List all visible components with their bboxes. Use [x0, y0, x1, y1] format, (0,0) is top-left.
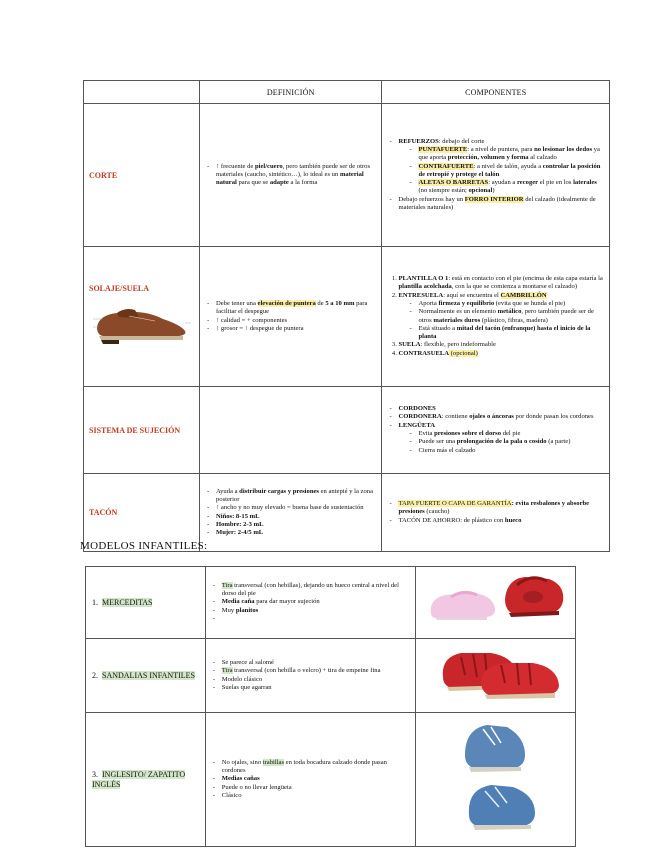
- list-item: - Debajo refuerzos hay un FORRO INTERIOR del calzado (idealmente de materiales naturales): [386, 196, 605, 213]
- mary-jane-shoes-image: [421, 569, 571, 631]
- row-corte: [84, 104, 610, 247]
- category-tacon: TACÓN: [84, 474, 200, 552]
- list-item: - Modelo clásico: [210, 676, 411, 684]
- category-solaje: [84, 247, 200, 387]
- list-item: - Medias cañas: [210, 775, 411, 783]
- category-solaje-label: SOLAJE/SUELA: [89, 284, 150, 293]
- list-item: - ALETAS O BARRETAS: ayudan a recoger el pie en los laterales (no siempre están; opcional): [408, 179, 605, 196]
- list-item: - LENGÜETA - Evita presiones sobre el dorso del pie - Puede ser una prolongación de la pala o cosido (a parte) - Cierra más el calzado: [386, 422, 605, 455]
- list-item: - No ojales, sino trabillas en toda bocadura calzado donde pasan cordones: [210, 759, 411, 776]
- list-item: - Normalmente es un elemento metálico, pero también puede ser de otros materiales duros (plástico, fibras, madera): [408, 308, 605, 325]
- list-item: - Está situado a mitad del tacón (enfranque) hasta el inicio de la planta: [408, 325, 605, 342]
- list-item: - CONTRAFUERTE: a nivel de talón, ayuda a controlar la posición de retropié y protege el talón: [408, 163, 605, 180]
- model-sandalias: 2. SANDALIAS INFANTILES: [86, 639, 206, 713]
- model-merceditas: 1. MERCEDITAS: [86, 567, 206, 639]
- list-item: - TAPA FUERTE O CAPA DE GARANTÍA: evita resbalones y absorbe presiones (caucho): [386, 500, 605, 517]
- section-title: MODELOS INFANTILES:: [80, 540, 208, 552]
- t-bar-sandals-image: [421, 641, 571, 705]
- header-definition: DEFINICIÓN: [199, 81, 382, 104]
- row-sujecion: [84, 387, 610, 474]
- blue-oxford-shoes-image: [421, 715, 571, 839]
- row-merceditas: [86, 567, 576, 639]
- list-item: - ↑ ancho y no muy elevado = buena base de sustentación: [204, 504, 378, 512]
- solaje-definition: [199, 247, 382, 387]
- list-item: - TACÓN DE AHORRO: de plástico con hueco: [386, 517, 605, 525]
- merceditas-image: [416, 567, 576, 639]
- solaje-components: [382, 247, 610, 387]
- list-item: - Se parece al salomé: [210, 659, 411, 667]
- sujecion-definition: [199, 387, 382, 474]
- list-item: - Suelas que agarran: [210, 684, 411, 692]
- dress-shoe-image: [89, 297, 193, 349]
- list-item: - Hombre: 2-3 mL: [204, 521, 378, 529]
- list-item: - Muy planitos: [210, 607, 411, 615]
- model-inglesito: 3. INGLESITO/ ZAPATITO INGLÉS: [86, 713, 206, 847]
- category-corte: CORTE: [84, 104, 200, 247]
- row-inglesito: [86, 713, 576, 847]
- corte-components: [382, 104, 610, 247]
- sandalias-image: [416, 639, 576, 713]
- tacon-components: [382, 474, 610, 552]
- header-empty: [84, 81, 200, 104]
- table-header-row: [84, 81, 610, 104]
- list-item: - Aporta firmeza y equilibrio (evita que se hunda el pie): [408, 300, 605, 308]
- sandalias-description: [205, 639, 415, 713]
- tacon-definition: [199, 474, 382, 552]
- list-item: - Evita presiones sobre el dorso del pie: [408, 430, 605, 438]
- merceditas-description: [205, 567, 415, 639]
- list-item: 1. PLANTILLA O 1: está en contacto con el pie (encima de esta capa estaría la plantilla acolchada, con la que se comienza a montarse el calzado): [398, 275, 605, 292]
- list-item: - ↑ calidad = + componentes: [204, 317, 378, 325]
- shoe-parts-table: [83, 80, 610, 552]
- category-sujecion: SISTEMA DE SUJECIÓN: [84, 387, 200, 474]
- list-item: - Tira transversal (con hebillas), dejando un hueco central a nivel del dorso del pie: [210, 582, 411, 599]
- list-item: - ↑ grosor = ↑ despegue de puntera: [204, 325, 378, 333]
- list-item: - PUNTAFUERTE: a nivel de puntera, para no lesionar los dedos ya que aporta protección, volumen y forma al calzado: [408, 146, 605, 163]
- inglesito-image: [416, 713, 576, 847]
- row-sandalias: [86, 639, 576, 713]
- list-item: - Puede ser una prolongación de la pala o cosido (a parte): [408, 438, 605, 446]
- list-item: - CORDONES: [386, 405, 605, 413]
- list-item: - Clásico: [210, 792, 411, 800]
- list-item: - ↑ frecuente de piel/cuero, pero también puede ser de otros materiales (caucho, sintético…), lo ideal es un material natural para que se adapte a la forma: [204, 163, 378, 188]
- list-item: - Ayuda a distribuir cargas y presiones en antepié y la zona posterior: [204, 488, 378, 505]
- list-item: 4. CONTRASUELA (opcional): [398, 350, 605, 358]
- list-item: [210, 615, 411, 623]
- list-item: - Tira transversal (con hebilla o velcro) + tira de empeine fina: [210, 667, 411, 675]
- list-item: - Debe tener una elevación de puntera de 5 a 10 mm para facilitar el despegue: [204, 300, 378, 317]
- inglesito-description: [205, 713, 415, 847]
- sujecion-components: [382, 387, 610, 474]
- list-item: - CORDONERA: contiene ojales o áncoras por donde pasan los cordones: [386, 413, 605, 421]
- list-item: - REFUERZOS: debajo del corte - PUNTAFUERTE: a nivel de puntera, para no lesionar los dedos ya que aporta protección, volumen y forma al calzado - CONTRAFUERTE: a nivel de talón, ayuda a controlar la posición de retropié y protege el talón - ALETAS O BARRETAS: ayudan a recoger el pie en los laterales (no siempre están; opcional): [386, 138, 605, 196]
- list-item: - Cierra más el calzado: [408, 447, 605, 455]
- list-item: 3. SUELA: flexible, pero indeformable: [398, 341, 605, 349]
- list-item: 2. ENTRESUELA: aquí se encuentra el CAMBRILLÓN - Aporta firmeza y equilibrio (evita que se hunda el pie) - Normalmente es un elemento metálico, pero también puede ser de otros materiales duros (plástico, fibras, madera) - Está situado a mitad del tacón (enfranque) hasta el inicio de la planta: [398, 292, 605, 342]
- row-solaje: [84, 247, 610, 387]
- list-item: - Media caña para dar mayor sujeción: [210, 598, 411, 606]
- list-item: - Niños: 8-15 mL: [204, 513, 378, 521]
- list-item: - Puede o no llevar lengüeta: [210, 784, 411, 792]
- corte-definition: [199, 104, 382, 247]
- kids-models-table: [85, 566, 576, 847]
- header-components: COMPONENTES: [382, 81, 610, 104]
- list-item: - Mujer: 2-4/5 mL: [204, 529, 378, 537]
